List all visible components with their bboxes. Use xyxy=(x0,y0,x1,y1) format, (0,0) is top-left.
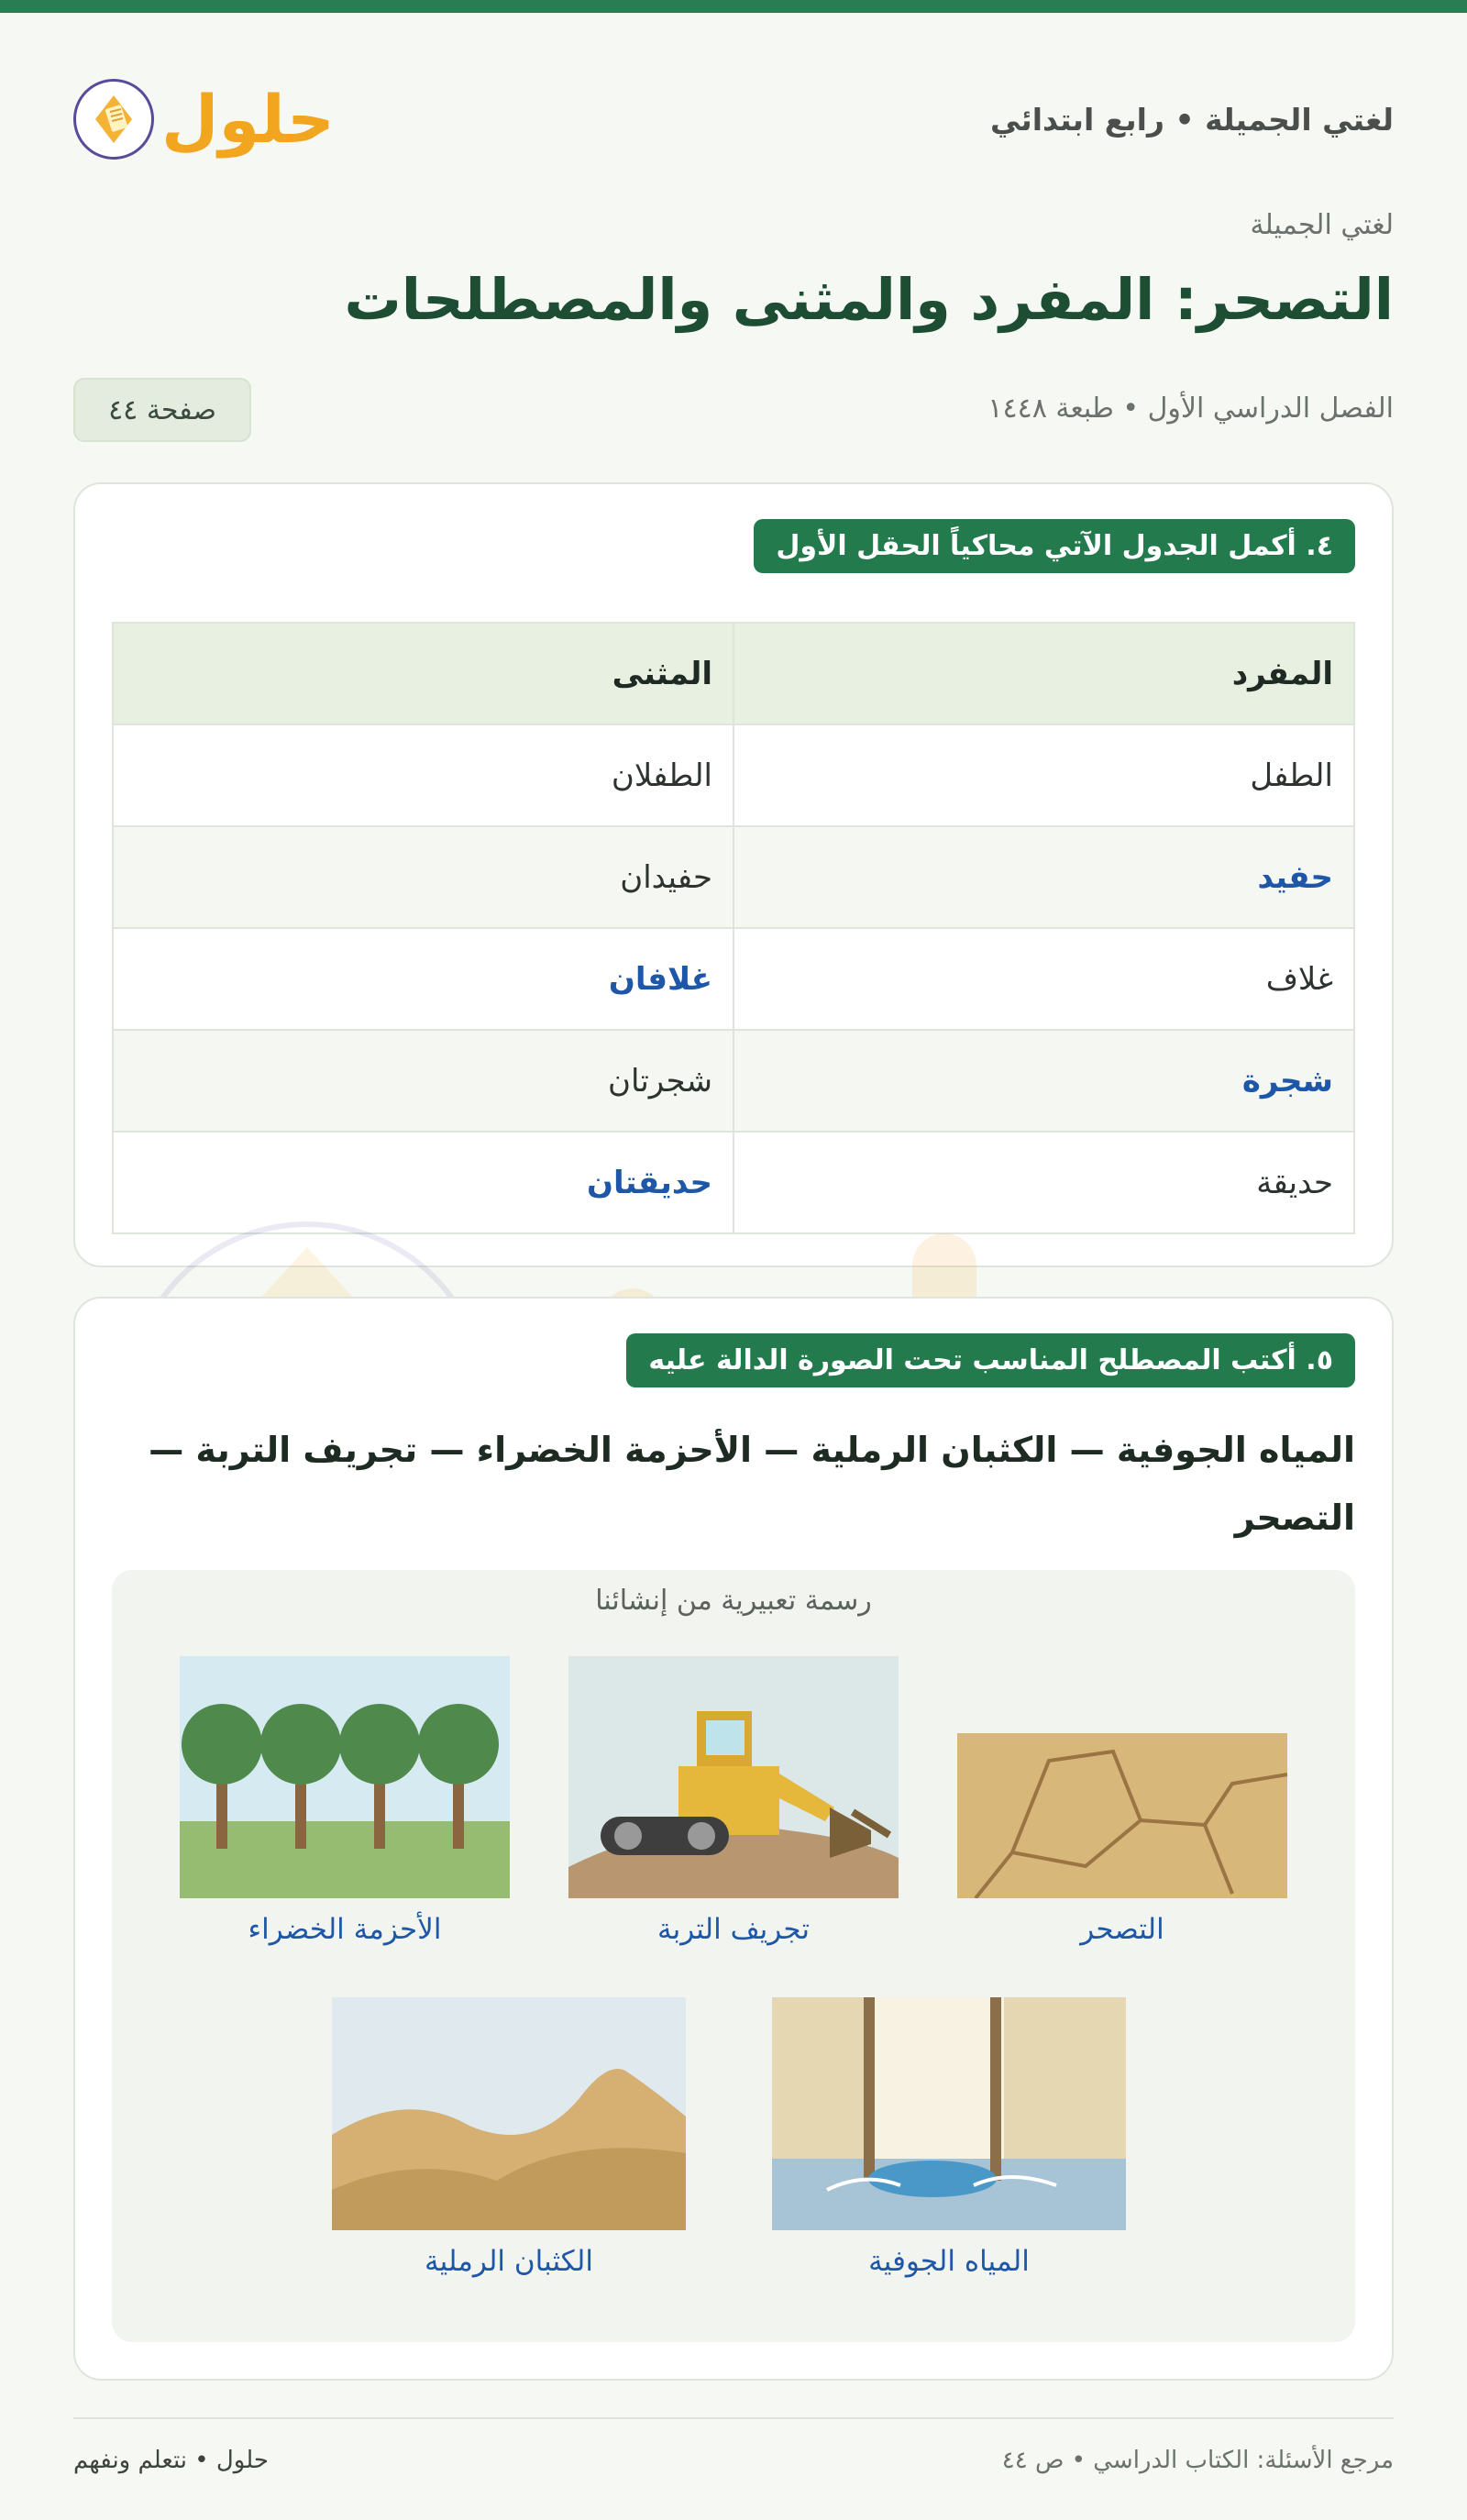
sand-dunes-icon xyxy=(332,1997,686,2230)
footer-divider xyxy=(73,2417,1394,2419)
question-4-card xyxy=(73,482,1394,1267)
subject-name: لغتي الجميلة xyxy=(1250,209,1394,241)
question-5-card xyxy=(73,1297,1394,2381)
singular-cell: الطفل xyxy=(734,724,1354,826)
question-4-label: ٤. أكمل الجدول الآتي محاكياً الحقل الأول xyxy=(754,519,1355,573)
dual-cell: شجرتان xyxy=(113,1030,734,1132)
picture-label: تجريف التربة xyxy=(656,1913,811,1946)
table-row xyxy=(113,1132,1354,1233)
picture-groundwater xyxy=(772,1997,1126,2278)
dual-answer-cell: غلافان xyxy=(113,928,734,1030)
picture-sand-dunes xyxy=(332,1997,686,2278)
table-row xyxy=(113,1030,1354,1132)
top-accent-bar xyxy=(0,0,1467,13)
dual-cell: حفيدان xyxy=(113,826,734,928)
header-title: لغتي الجميلة • رابع ابتدائي xyxy=(989,101,1394,138)
page-title: التصحر: المفرد والمثنى والمصطلحات xyxy=(344,266,1394,333)
picture-label: الأحزمة الخضراء xyxy=(248,1913,442,1946)
picture-label: التصحر xyxy=(1080,1913,1164,1946)
illustrations-panel xyxy=(112,1570,1355,2342)
picture-desertification xyxy=(957,1733,1287,1946)
illustration-caption: رسمة تعبيرية من إنشائنا xyxy=(595,1585,872,1617)
question-5-label: ٥. أكتب المصطلح المناسب تحت الصورة الدالة عليه xyxy=(626,1333,1355,1387)
site-logo[interactable] xyxy=(73,79,335,160)
cracked-earth-icon xyxy=(957,1733,1287,1898)
dual-cell: الطفلان xyxy=(113,724,734,826)
footer-brand: حلول • نتعلم ونفهم xyxy=(73,2447,269,2474)
picture-label: الكثبان الرملية xyxy=(425,2245,593,2278)
picture-green-belts xyxy=(180,1656,510,1946)
dual-answer-cell: حديقتان xyxy=(113,1132,734,1233)
logo-book-icon xyxy=(73,79,154,160)
edition-meta: الفصل الدراسي الأول • طبعة ١٤٤٨ xyxy=(987,392,1394,425)
singular-cell: غلاف xyxy=(734,928,1354,1030)
picture-label: المياه الجوفية xyxy=(868,2245,1030,2278)
singular-cell: حديقة xyxy=(734,1132,1354,1233)
terms-word-bank: المياه الجوفية — الكثبان الرملية — الأحزمة الخضراء — تجريف التربة — التصحر xyxy=(149,1430,1355,1538)
picture-soil-erosion xyxy=(568,1656,899,1946)
singular-dual-table xyxy=(112,622,1355,1234)
table-row xyxy=(113,826,1354,928)
table-row xyxy=(113,928,1354,1030)
column-header-dual: المثنى xyxy=(113,623,734,724)
column-header-singular: المفرد xyxy=(734,623,1354,724)
table-row xyxy=(113,724,1354,826)
footer-reference: مرجع الأسئلة: الكتاب الدراسي • ص ٤٤ xyxy=(1001,2447,1394,2474)
well-water-icon xyxy=(772,1997,1126,2230)
tree-row-icon xyxy=(180,1656,510,1898)
page-number-badge: صفحة ٤٤ xyxy=(73,378,251,442)
singular-answer-cell: حفيد xyxy=(734,826,1354,928)
page-header xyxy=(73,64,1394,174)
bulldozer-icon xyxy=(568,1656,899,1898)
table-header-row xyxy=(113,623,1354,724)
singular-answer-cell: شجرة xyxy=(734,1030,1354,1132)
logo-text: حلول xyxy=(161,81,335,158)
